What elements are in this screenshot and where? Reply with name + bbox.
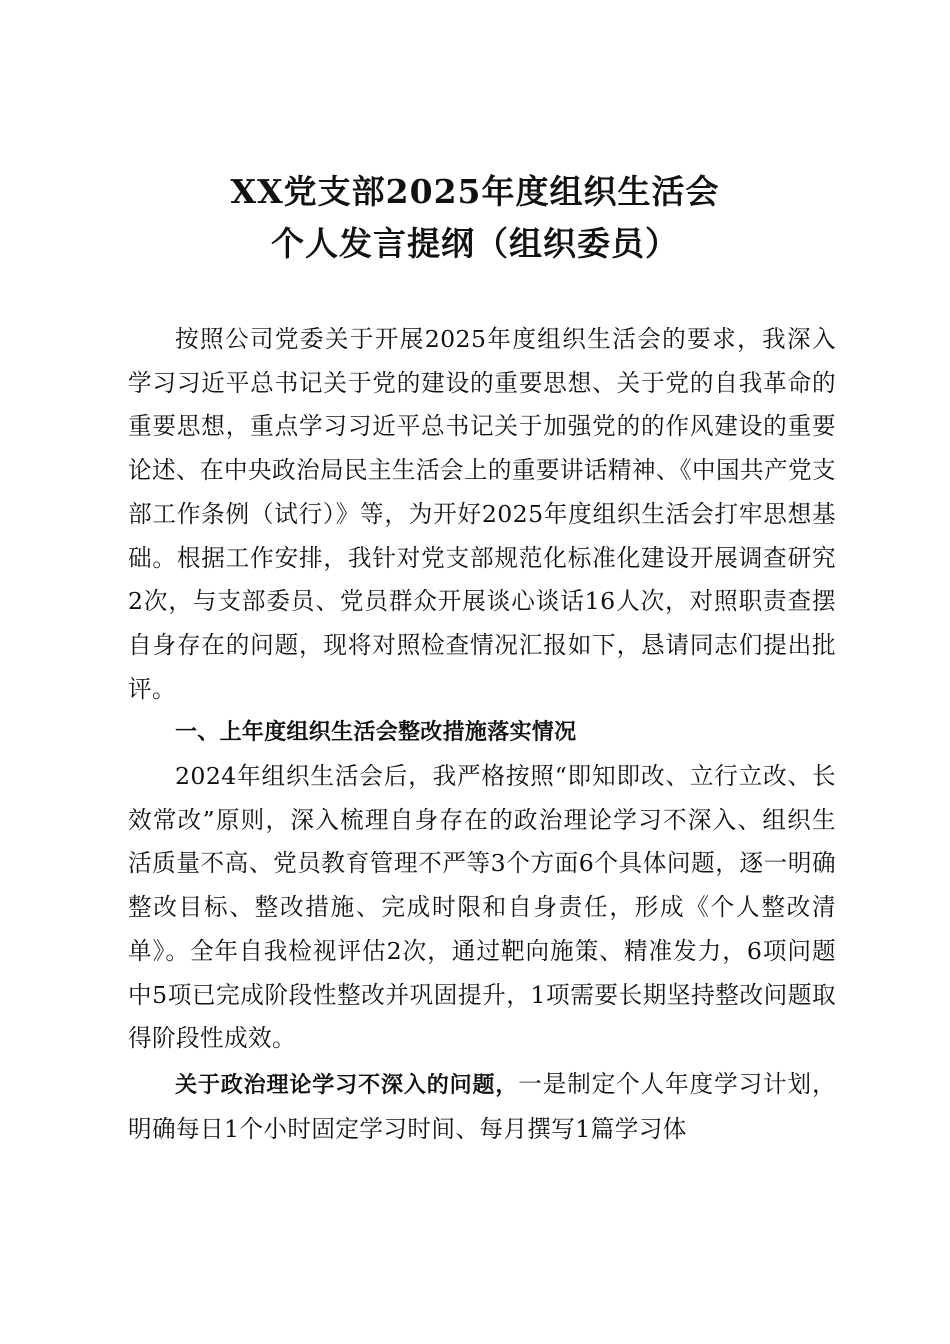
section-1-heading: 一、上年度组织生活会整改措施落实情况 <box>175 720 577 746</box>
section-1-paragraph: 2024年组织生活会后，我严格按照“即知即改、立行立改、长效常改”原则，深入梳理自身存在的政治理论学习不深入、组织生活质量不高、党员教育管理不严等3个方面6个具体问题，逐一明确整改目标、整改措施、完成时限和自身责任，形成《个人整改清单》。全年自我检视评估2次，通过靶向施策、精准发力，6项问题中5项已完成阶段性整改并巩固提升，1项需要长期坚持整改问题取得阶段性成效。 <box>128 762 836 1053</box>
item-1-text: 一是制定个人年度学习计划，明确每日1个小时固定学习时间、每月撰写1篇学习体 <box>128 1069 836 1143</box>
intro-paragraph: 按照公司党委关于开展2025年度组织生活会的要求，我深入学习习近平总书记关于党的建设的重要思想、关于党的自我革命的重要思想，重点学习习近平总书记关于加强党的的作风建设的重要论述、在中央政治局民主生活会上的重要讲话精神、《中国共产党支部工作条例（试行）》等，为开好2025年度组织生活会打牢思想基础。根据工作安排，我针对党支部规范化标准化建设开展调查研究2次，与支部委员、党员群众开展谈心谈话16人次，对照职责查摆自身存在的问题，现将对照检查情况汇报如下，恳请同志们提出批评。 <box>128 325 837 703</box>
item-1-lead: 关于政治理论学习不深入的问题， <box>175 1072 519 1098</box>
document-title <box>0 166 950 270</box>
document-body <box>128 318 836 1151</box>
title-line-1: XX党支部2025年度组织生活会 <box>230 172 720 211</box>
title-line-2: 个人发言提纲（组织委员） <box>271 224 679 263</box>
item-1-paragraph <box>128 1063 836 1151</box>
